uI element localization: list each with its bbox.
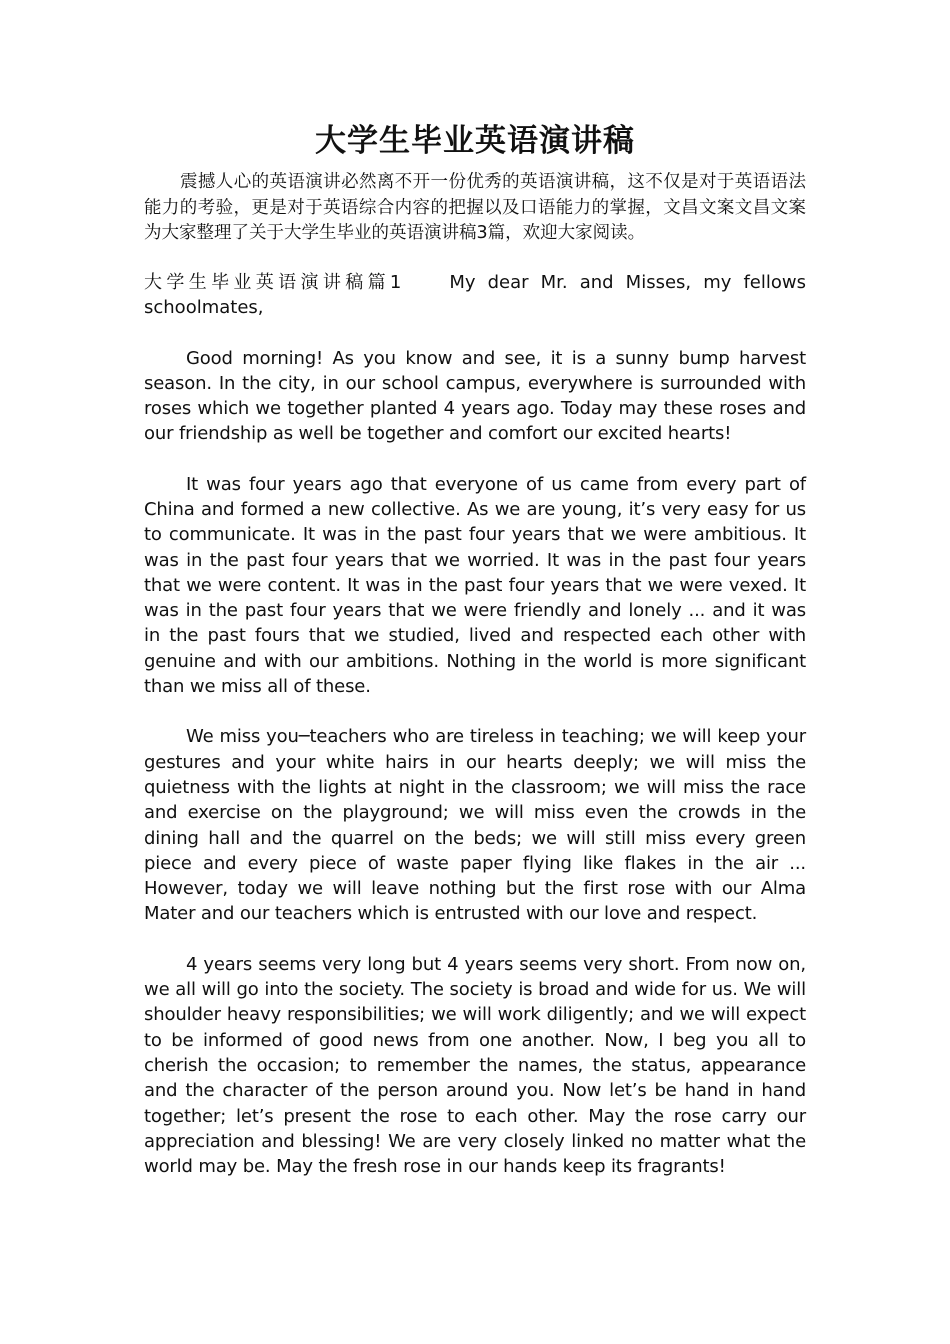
page-title: 大学生毕业英语演讲稿 <box>315 123 635 159</box>
salutation: My dear Mr. and Misses, my fellows schoolmates, <box>144 271 806 318</box>
section-heading-line <box>144 270 806 321</box>
body-paragraph: Good morning! As you know and see, it is a sunny bump harvest season. In the city, in our school campus, everywhere is surrounded with roses which we together planted 4 years ago. Today may these roses and our friendship as well be together and comfort our excited hearts! <box>144 347 806 445</box>
section-label: 大学生毕业英语演讲稿篇1 <box>144 271 404 293</box>
intro-paragraph: 震撼人心的英语演讲必然离不开一份优秀的英语演讲稿，这不仅是对于英语语法能力的考验，更是对于英语综合内容的把握以及口语能力的掌握，文昌文案文昌文案为大家整理了关于大学生毕业的英语演讲稿3篇，欢迎大家阅读。 <box>144 172 806 243</box>
body-paragraph: We miss you─teachers who are tireless in teaching; we will keep your gestures and your white hairs in our hearts deeply; we will miss the quietness with the lights at night in the classroom; we will miss the race and exercise on the playground; we will miss even the crowds in the dining hall and the quarrel on the beds; we will still miss every green piece and every piece of waste paper flying like flakes in the air ... However, today we will leave nothing but the first rose with our Alma Mater and our teachers which is entrusted with our love and respect. <box>144 726 806 925</box>
body-paragraph: It was four years ago that everyone of us came from every part of China and formed a new collective. As we are young, it’s very easy for us to communicate. It was in the past four years that we were ambitious. It was in the past four years that we worried. It was in the past four years that we were content. It was in the past four years that we were vexed. It was in the past four years that we were friendly and lonely ... and it was in the past fours that we studied, lived and respected each other with genuine and with our ambitions. Nothing in the world is more significant than we miss all of these. <box>144 473 806 698</box>
body-paragraph: 4 years seems very long but 4 years seems very short. From now on, we all will go into the society. The society is broad and wide for us. We will shoulder heavy responsibilities; we will work diligently; and we will expect to be informed of good news from one another. Now, I beg you all to cherish the occasion; to remember the names, the status, appearance and the character of the person around you. Now let’s be hand in hand together; let’s present the rose to each other. May the rose carry our appreciation and blessing! We are very closely linked no matter what the world may be. May the fresh rose in our hands keep its fragrants! <box>144 953 806 1178</box>
